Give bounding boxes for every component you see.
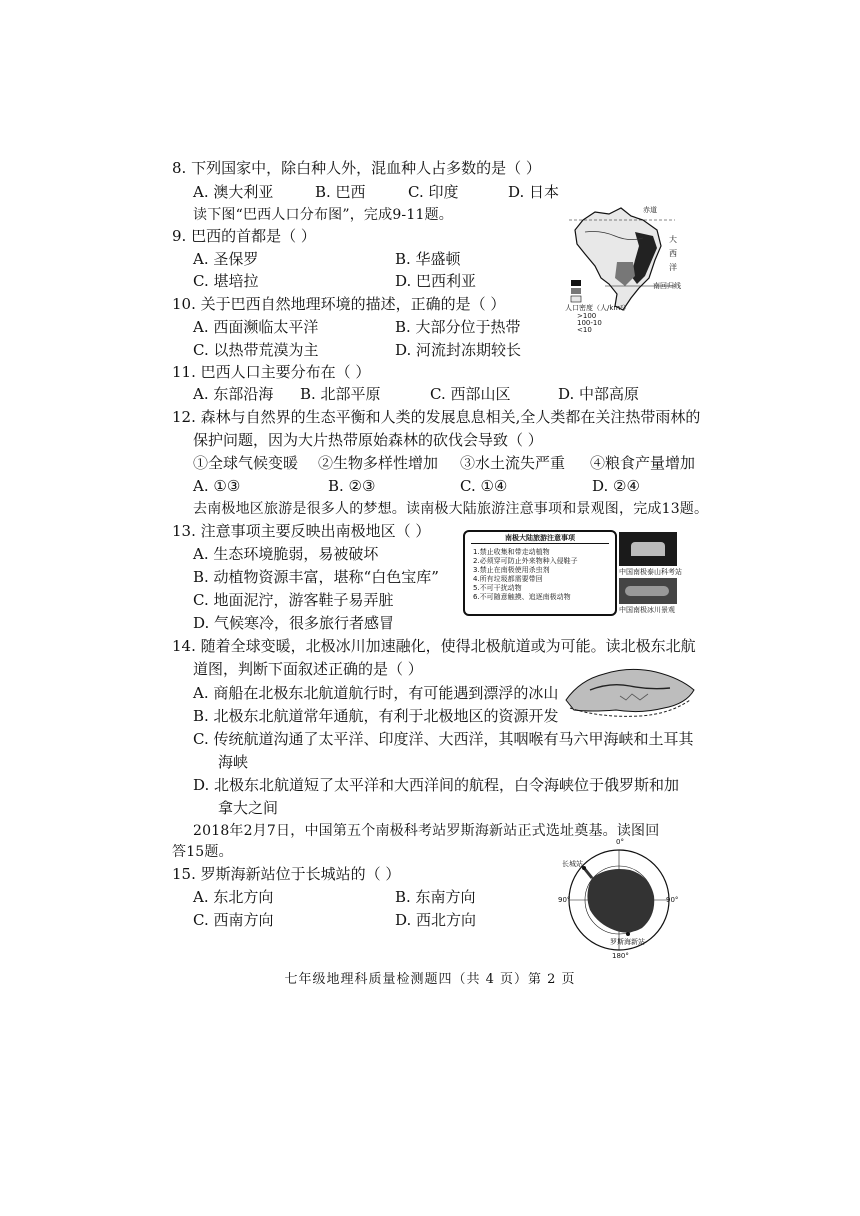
question-14-option-c-line2: 海峡 xyxy=(218,753,249,771)
station-photo xyxy=(619,532,677,566)
question-12-statement-4: ④粮食产量增加 xyxy=(590,454,696,472)
glacier-caption: 中国南极冰川景观 xyxy=(619,606,675,614)
notice-divider xyxy=(471,543,609,544)
question-15-stem: 15. 罗斯海新站位于长城站的（ ） xyxy=(172,865,401,883)
notice-item-5: 5.不可干扰动物 xyxy=(473,584,522,592)
question-12-statement-2: ②生物多样性增加 xyxy=(318,454,439,472)
legend-swatch-medium xyxy=(571,288,581,294)
question-15-option-b: B. 东南方向 xyxy=(395,888,476,906)
label-equator: 赤道 xyxy=(643,206,657,214)
brazil-population-map xyxy=(565,202,685,332)
antarctic-notice-figure xyxy=(463,530,683,615)
question-14-option-c-line1: C. 传统航道沟通了太平洋、印度洋、大西洋，其咽喉有马六甲海峡和土耳其 xyxy=(193,730,694,748)
notice-item-6: 6.不可随意触摸、追逐南极动物 xyxy=(473,593,571,601)
label-ocean-3: 洋 xyxy=(669,263,677,272)
question-8-stem: 8. 下列国家中，除白种人外，混血种人占多数的是（ ） xyxy=(172,159,541,177)
label-0-degree: 0° xyxy=(616,838,624,846)
page-footer: 七年级地理科质量检测题四（共 4 页）第 2 页 xyxy=(284,972,576,987)
intro-brazil: 读下图“巴西人口分布图”，完成9-11题。 xyxy=(193,207,453,223)
question-9-option-a: A. 圣保罗 xyxy=(193,250,259,268)
notice-item-1: 1.禁止收集和带走动植物 xyxy=(473,548,550,556)
question-13-stem: 13. 注意事项主要反映出南极地区（ ） xyxy=(172,522,431,540)
notice-item-4: 4.所有垃圾都需要带回 xyxy=(473,575,543,583)
question-11-stem: 11. 巴西人口主要分布在（ ） xyxy=(172,363,371,381)
arctic-route-map xyxy=(560,660,700,720)
question-11-option-a: A. 东部沿海 xyxy=(193,385,274,403)
label-ocean-1: 大 xyxy=(669,235,677,244)
legend-label-2: 100-10 xyxy=(577,319,602,327)
question-13-option-b: B. 动植物资源丰富，堪称“白色宝库” xyxy=(193,568,439,586)
glacier-photo xyxy=(619,578,677,604)
question-11-option-d: D. 中部高原 xyxy=(558,385,640,403)
question-10-option-c: C. 以热带荒漠为主 xyxy=(193,341,319,359)
legend-swatch-sparse xyxy=(571,296,581,302)
notice-item-3: 3.禁止在南极使用杀虫剂 xyxy=(473,566,550,574)
ross-sea-station-marker xyxy=(626,932,630,936)
question-14-stem-line2: 道图，判断下面叙述正确的是（ ） xyxy=(193,660,423,678)
notice-title: 南极大陆旅游注意事项 xyxy=(505,534,575,542)
question-13-option-c: C. 地面泥泞，游客鞋子易弄脏 xyxy=(193,591,394,609)
label-ocean-2: 西 xyxy=(669,249,677,258)
question-14-option-d-line2: 拿大之间 xyxy=(218,799,279,817)
question-9-option-c: C. 堪培拉 xyxy=(193,272,259,290)
intro-antarctic: 去南极地区旅游是很多人的梦想。读南极大陆旅游注意事项和景观图，完成13题。 xyxy=(193,501,709,517)
question-8-option-b: B. 巴西 xyxy=(315,183,366,201)
label-ross-sea-station: 罗斯海新站 xyxy=(610,938,645,946)
label-tropic: 南回归线 xyxy=(653,282,681,290)
label-great-wall-station: 长城站 xyxy=(562,860,583,868)
station-building xyxy=(631,542,665,556)
antarctic-polar-map xyxy=(558,838,680,960)
label-90-west: 90° xyxy=(558,896,571,904)
station-caption: 中国南极泰山科考站 xyxy=(619,568,682,576)
question-12-statement-3: ③水土流失严重 xyxy=(460,454,566,472)
question-13-option-d: D. 气候寒冷，很多旅行者感冒 xyxy=(193,614,395,632)
question-12-stem-line2: 保护问题，因为大片热带原始森林的砍伐会导致（ ） xyxy=(193,431,543,449)
question-11-option-c: C. 西部山区 xyxy=(430,385,511,403)
glacier-shape xyxy=(625,586,669,596)
question-8-option-a: A. 澳大利亚 xyxy=(193,183,274,201)
question-11-option-b: B. 北部平原 xyxy=(300,385,381,403)
question-12-option-b: B. ②③ xyxy=(328,477,376,495)
question-12-option-d: D. ②④ xyxy=(592,477,640,495)
question-14-stem-line1: 14. 随着全球变暖，北极冰川加速融化，使得北极航道或为可能。读北极东北航 xyxy=(172,637,696,655)
legend-label-3: <10 xyxy=(577,326,592,334)
legend-title: 人口密度（人/km²） xyxy=(565,304,631,312)
eurasia-landmass xyxy=(566,669,694,711)
question-10-option-d: D. 河流封冻期较长 xyxy=(395,341,522,359)
legend-swatch-dense xyxy=(571,280,581,286)
notice-item-2: 2.必须穿可防止外来物种入侵鞋子 xyxy=(473,557,578,565)
question-14-option-b: B. 北极东北航道常年通航，有利于北极地区的资源开发 xyxy=(193,707,559,725)
question-10-option-a: A. 西面濒临太平洋 xyxy=(193,318,319,336)
arctic-route-graphic xyxy=(560,660,700,720)
question-12-statement-1: ①全球气候变暖 xyxy=(193,454,299,472)
question-9-option-d: D. 巴西利亚 xyxy=(395,272,477,290)
question-10-stem: 10. 关于巴西自然地理环境的描述，正确的是（ ） xyxy=(172,295,506,313)
question-15-option-d: D. 西北方向 xyxy=(395,911,477,929)
question-15-option-c: C. 西南方向 xyxy=(193,911,274,929)
question-14-option-d-line1: D. 北极东北航道短了太平洋和大西洋间的航程，白令海峡位于俄罗斯和加 xyxy=(193,776,680,794)
question-10-option-b: B. 大部分位于热带 xyxy=(395,318,521,336)
question-13-option-a: A. 生态环境脆弱，易被破坏 xyxy=(193,545,379,563)
question-12-option-c: C. ①④ xyxy=(460,477,508,495)
question-12-stem-line1: 12. 森林与自然界的生态平衡和人类的发展息息相关,全人类都在关注热带雨林的 xyxy=(172,408,701,426)
intro-ross-line1: 2018年2月7日，中国第五个南极科考站罗斯海新站正式选址奠基。读图回 xyxy=(193,823,660,839)
label-180-degree: 180° xyxy=(612,952,629,960)
label-90-east: 90° xyxy=(666,896,679,904)
question-8-option-d: D. 日本 xyxy=(508,183,560,201)
question-12-option-a: A. ①③ xyxy=(193,477,241,495)
question-14-option-a: A. 商船在北极东北航道航行时，有可能遇到漂浮的冰山 xyxy=(193,684,559,702)
question-9-stem: 9. 巴西的首都是（ ） xyxy=(172,227,316,245)
question-15-option-a: A. 东北方向 xyxy=(193,888,274,906)
question-9-option-b: B. 华盛顿 xyxy=(395,250,461,268)
intro-ross-line2: 答15题。 xyxy=(172,844,233,860)
question-8-option-c: C. 印度 xyxy=(408,183,459,201)
legend-label-1: >100 xyxy=(577,312,597,320)
notice-board xyxy=(463,530,617,616)
